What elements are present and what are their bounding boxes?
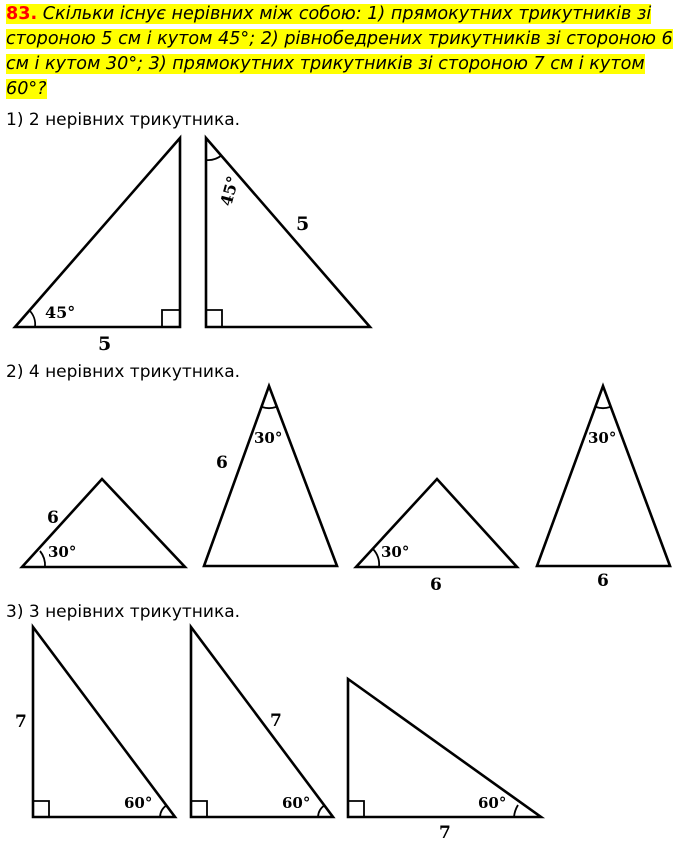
side-label: 5 [296,213,310,235]
angle-label: 60° [124,794,153,812]
angle-label: 30° [254,429,283,447]
triangle-3a [33,627,175,817]
triangle-1b [206,138,370,327]
problem-number: 83. [6,4,38,24]
triangle-1a [15,138,180,327]
side-label: 6 [216,453,228,473]
side-label: 6 [430,575,442,595]
angle-label: 30° [381,543,410,561]
answer-2: 2) 4 нерівних трикутника. [6,362,241,382]
side-label: 6 [597,571,609,591]
triangle-3c [348,679,541,817]
side-label: 7 [15,712,27,732]
angle-label: 30° [48,543,77,561]
problem-text: Скільки існує нерівних між собою: 1) прямокутних трикутників зі стороною 5 см і кутом 45°; 2) рівнобедрених трикутників зі стороною 6 см і кутом 30°; 3) прямокутних трикутників зі стороною 7 см і кутом 60°? [6,4,673,99]
triangle-2b [204,386,337,566]
side-label: 7 [439,823,451,843]
angle-label: 45° [45,303,76,322]
triangle-2d [537,386,670,566]
answer-1: 1) 2 нерівних трикутника. [6,110,241,130]
side-label: 6 [47,508,59,528]
angle-label: 60° [282,794,311,812]
angle-label: 45° [216,173,243,209]
angle-label: 30° [588,429,617,447]
triangle-3b [191,627,333,817]
side-label: 7 [270,711,282,731]
answer-3: 3) 3 нерівних трикутника. [6,602,241,622]
angle-label: 60° [478,794,507,812]
side-label: 5 [98,333,112,355]
